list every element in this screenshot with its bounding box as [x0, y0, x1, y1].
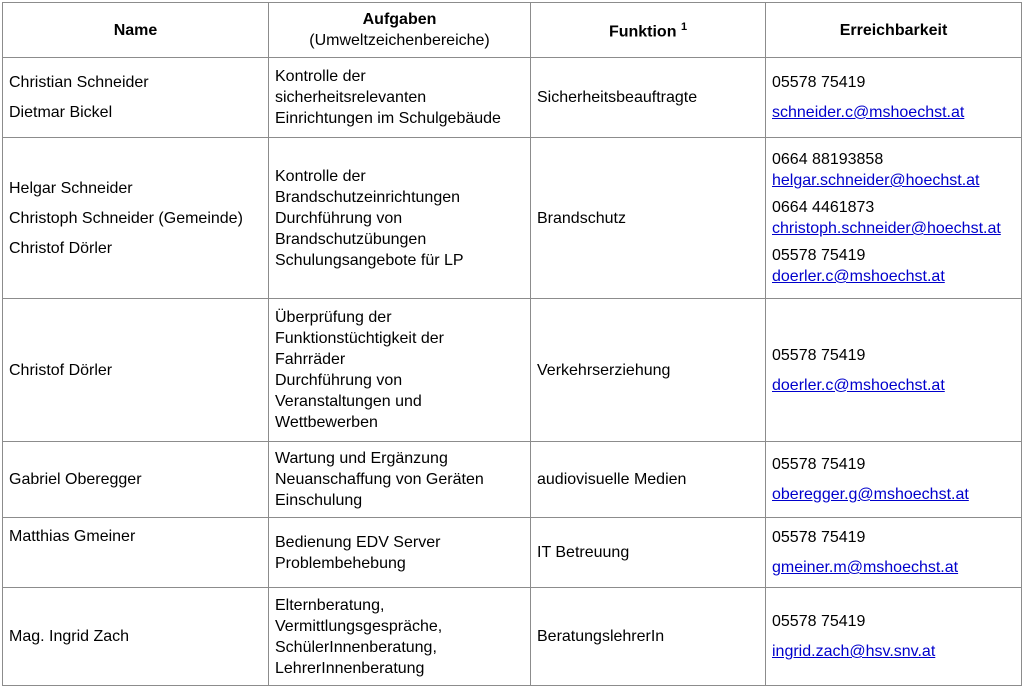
contact-cell — [766, 442, 1022, 518]
email-link[interactable]: doerler.c@mshoechst.at — [772, 376, 945, 394]
name-cell — [3, 518, 269, 588]
task-line: Brandschutzeinrichtungen — [275, 188, 461, 206]
contact-block — [772, 197, 1015, 239]
phone-number: 05578 75419 — [772, 613, 866, 630]
task-line: Bedienung EDV Server — [275, 533, 441, 551]
name-cell — [3, 442, 269, 518]
phone-number: 05578 75419 — [772, 247, 866, 264]
phone-number: 0664 4461873 — [772, 199, 875, 216]
task-line: Kontrolle der — [275, 68, 366, 85]
phone-number: 05578 75419 — [772, 529, 866, 546]
header-function-label: Funktion — [608, 23, 677, 41]
phone-number: 05578 75419 — [772, 74, 866, 91]
function-cell — [531, 442, 766, 518]
person-name: Christoph Schneider (Gemeinde) — [9, 209, 243, 227]
task-line: sicherheitsrelevanten — [275, 89, 427, 106]
email-link[interactable]: christoph.schneider@hoechst.at — [772, 220, 1001, 237]
tasks-cell — [269, 138, 531, 299]
header-contact — [766, 3, 1022, 58]
email-link[interactable]: oberegger.g@mshoechst.at — [772, 486, 969, 503]
table-row — [3, 138, 1022, 299]
person-name: Helgar Schneider — [9, 179, 133, 197]
header-contact-label: Erreichbarkeit — [839, 21, 948, 39]
table-row — [3, 299, 1022, 442]
person-name: Mag. Ingrid Zach — [9, 628, 130, 645]
email-link[interactable]: helgar.schneider@hoechst.at — [772, 172, 980, 189]
function-label: IT Betreuung — [537, 544, 630, 561]
function-cell — [531, 518, 766, 588]
function-cell — [531, 299, 766, 442]
contact-table — [2, 2, 1022, 686]
phone-number: 05578 75419 — [772, 456, 866, 473]
task-line: LehrerInnenberatung — [275, 659, 425, 677]
tasks-cell — [269, 299, 531, 442]
header-tasks-label: Aufgaben — [362, 11, 437, 28]
header-tasks-sublabel: (Umweltzeichenbereiche) — [309, 32, 490, 49]
header-tasks — [269, 3, 531, 58]
phone-number: 05578 75419 — [772, 346, 866, 364]
tasks-cell — [269, 588, 531, 686]
header-name — [3, 3, 269, 58]
task-line: Einrichtungen im Schulgebäude — [275, 110, 501, 127]
email-link[interactable]: doerler.c@mshoechst.at — [772, 268, 945, 285]
contact-block — [772, 527, 1015, 578]
task-line: SchülerInnenberatung, — [275, 638, 437, 656]
contact-block — [772, 245, 1015, 287]
task-line: Fahrräder — [275, 351, 346, 368]
function-cell — [531, 138, 766, 299]
contact-block — [772, 345, 1015, 396]
contact-block — [772, 149, 1015, 191]
task-line: Überprüfung der — [275, 309, 392, 326]
phone-number: 0664 88193858 — [772, 151, 884, 168]
person-name: Christian Schneider — [9, 74, 149, 91]
tasks-cell — [269, 58, 531, 138]
person-name: Christof Dörler — [9, 361, 113, 379]
function-cell — [531, 588, 766, 686]
contact-block — [772, 454, 1015, 505]
name-cell — [3, 138, 269, 299]
contact-cell — [766, 58, 1022, 138]
table-row — [3, 442, 1022, 518]
contact-cell — [766, 138, 1022, 299]
contact-block — [772, 611, 1015, 662]
contact-cell — [766, 299, 1022, 442]
name-cell — [3, 58, 269, 138]
task-line: Vermittlungsgespräche, — [275, 617, 443, 635]
name-cell — [3, 299, 269, 442]
function-label: Verkehrserziehung — [537, 361, 671, 379]
task-line: Wartung und Ergänzung — [275, 450, 448, 467]
task-line: Wettbewerben — [275, 414, 378, 431]
email-link[interactable]: ingrid.zach@hsv.snv.at — [772, 643, 936, 660]
task-line: Durchführung von — [275, 209, 403, 227]
header-row — [3, 3, 1022, 58]
task-line: Schulungsangebote für LP — [275, 251, 464, 269]
task-line: Neuanschaffung von Geräten — [275, 471, 484, 488]
tasks-cell — [269, 442, 531, 518]
function-cell — [531, 58, 766, 138]
function-label: audiovisuelle Medien — [537, 471, 687, 488]
contact-cell — [766, 518, 1022, 588]
email-link[interactable]: gmeiner.m@mshoechst.at — [772, 559, 959, 576]
task-line: Elternberatung, — [275, 596, 385, 614]
contact-cell — [766, 588, 1022, 686]
function-label: Sicherheitsbeauftragte — [537, 89, 698, 106]
task-line: Einschulung — [275, 492, 363, 509]
footnote-marker: 1 — [680, 21, 688, 34]
tasks-cell — [269, 518, 531, 588]
email-link[interactable]: schneider.c@mshoechst.at — [772, 104, 965, 121]
task-line: Veranstaltungen und — [275, 393, 422, 410]
task-line: Kontrolle der — [275, 167, 366, 185]
task-line: Problembehebung — [275, 554, 406, 572]
table-row — [3, 588, 1022, 686]
table-row — [3, 58, 1022, 138]
header-name-label: Name — [113, 21, 158, 39]
task-line: Durchführung von — [275, 372, 403, 389]
person-name: Christof Dörler — [9, 239, 113, 257]
contact-block — [772, 72, 1015, 123]
name-cell — [3, 588, 269, 686]
person-name: Gabriel Oberegger — [9, 471, 142, 488]
task-line: Brandschutzübungen — [275, 230, 427, 248]
function-label: BeratungslehrerIn — [537, 628, 665, 645]
header-function — [531, 3, 766, 58]
task-line: Funktionstüchtigkeit der — [275, 330, 444, 347]
table-row — [3, 518, 1022, 588]
person-name: Matthias Gmeiner — [9, 528, 136, 545]
person-name: Dietmar Bickel — [9, 104, 113, 121]
function-label: Brandschutz — [537, 209, 626, 227]
